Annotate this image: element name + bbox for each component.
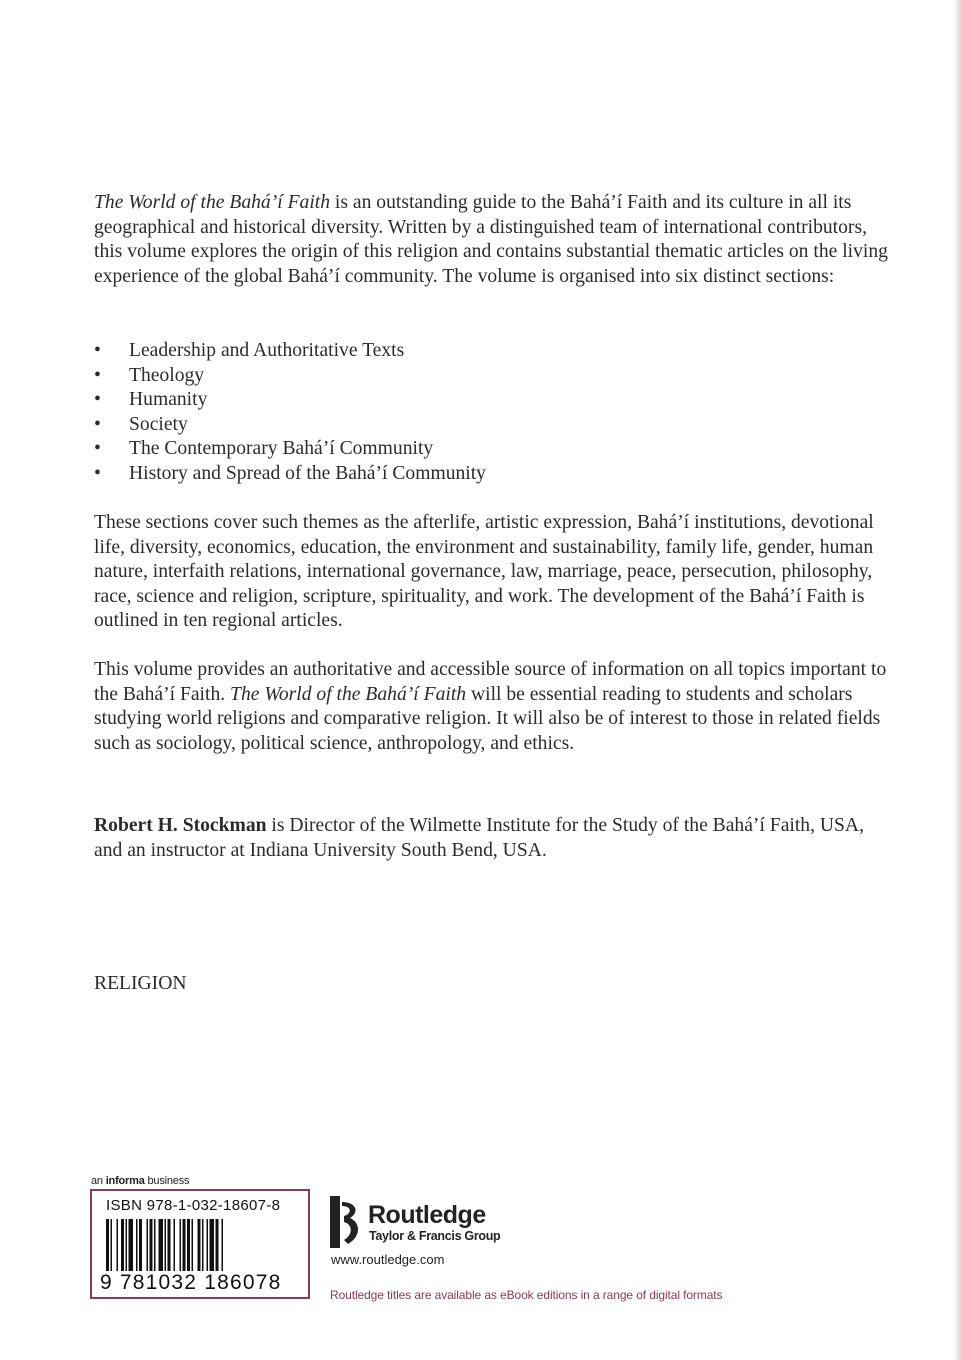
subject-category: RELIGION — [94, 973, 187, 994]
barcode-bar — [117, 1219, 119, 1271]
bullet-icon: • — [94, 413, 101, 435]
barcode-bar — [121, 1219, 124, 1271]
barcode-bar — [216, 1219, 219, 1271]
book-title: The World of the Bahá’í Faith — [94, 192, 331, 213]
ebook-note: Routledge titles are available as eBook editions in a range of digital formats — [330, 1288, 723, 1302]
bullet-icon: • — [94, 340, 101, 361]
barcode-bar — [111, 1219, 113, 1271]
isbn-digits: 9 781032 186078 — [100, 1271, 282, 1294]
barcode-bar — [139, 1219, 142, 1271]
barcode-bar — [192, 1219, 194, 1271]
barcode-bar — [106, 1219, 109, 1271]
list-item: • Society — [94, 413, 894, 438]
page-edge-shadow — [953, 0, 961, 1360]
barcode-bar — [168, 1219, 171, 1271]
barcode-bar — [159, 1219, 164, 1271]
list-item: • The Contemporary Bahá’í Community — [94, 437, 894, 462]
routledge-logo-icon — [330, 1196, 364, 1248]
bullet-icon: • — [94, 438, 101, 460]
publisher-name: Routledge — [368, 1201, 486, 1229]
barcode-graphic — [106, 1219, 296, 1271]
barcode-bar — [136, 1219, 138, 1271]
themes-paragraph: These sections cover such themes as the afterlife, artistic expression, Bahá’í institutions, devotional life, diversity, economics, education, the environment and sustainability, family life, gender, human nature, interfaith relations, international governance, law, marriage, peace, persecution, philosophy, race, science and religion, scripture, spirituality, and work. The development of the Bahá’í Faith is outlined in ten regional articles. — [94, 512, 874, 632]
barcode-bar — [187, 1219, 190, 1271]
list-item: • Leadership and Authoritative Texts — [94, 339, 894, 364]
audience-paragraph: This volume provides an authoritative and accessible source of information on all topics important to the Bahá’í Faith. The World of the Bahá’í Faith will be essential reading to students and scholars studying world religions and comparative religion. It will also be of interest to those in related fields such as sociology, political science, anthropology, and ethics. — [94, 659, 887, 754]
isbn-label: ISBN 978-1-032-18607-8 — [106, 1197, 281, 1214]
barcode-bar — [207, 1219, 209, 1271]
barcode-bar — [210, 1219, 215, 1271]
barcode-bar — [174, 1219, 176, 1271]
bullet-icon: • — [94, 364, 101, 386]
sections-list — [94, 339, 894, 487]
author-bio — [94, 814, 894, 863]
author-name: Robert H. Stockman — [94, 815, 267, 836]
intro-paragraph — [94, 191, 894, 289]
publisher-url: www.routledge.com — [331, 1252, 445, 1267]
book-title-inline: The World of the Bahá’í Faith — [230, 683, 467, 705]
barcode-bar — [202, 1219, 204, 1271]
sections-list-container — [94, 339, 894, 487]
barcode-bar — [126, 1219, 128, 1271]
isbn-barcode-box — [90, 1189, 310, 1299]
list-item: • Theology — [94, 364, 894, 389]
barcode-bar — [180, 1219, 182, 1271]
publisher-group: Taylor & Francis Group — [369, 1229, 501, 1243]
intro-text: is an outstanding guide to the Bahá’í Faith and its culture in all its geographical and historical diversity. Written by a distinguished team of international contributors, this volume explores the origin of this religion and contains substantial thematic articles on the living experience of the global Bahá’í community. The volume is organised into six distinct sections: — [94, 192, 888, 287]
barcode-bar — [165, 1219, 167, 1271]
bullet-icon: • — [94, 389, 101, 411]
informa-tagline: an informa business — [91, 1175, 190, 1187]
barcode-bar — [129, 1219, 134, 1271]
barcode-bar — [150, 1219, 153, 1271]
barcode-bar — [222, 1219, 224, 1271]
barcode-bar — [198, 1219, 201, 1271]
author-bio-text: is Director of the Wilmette Institute for the Study of the Bahá’í Faith, USA, and an instructor at Indiana University South Bend, USA. — [94, 815, 864, 861]
barcode-bar — [147, 1219, 149, 1271]
list-item: • History and Spread of the Bahá’í Community — [94, 462, 894, 487]
barcode-bar — [154, 1219, 156, 1271]
list-item: • Humanity — [94, 388, 894, 413]
barcode-bar — [183, 1219, 186, 1271]
bullet-icon: • — [94, 462, 101, 484]
